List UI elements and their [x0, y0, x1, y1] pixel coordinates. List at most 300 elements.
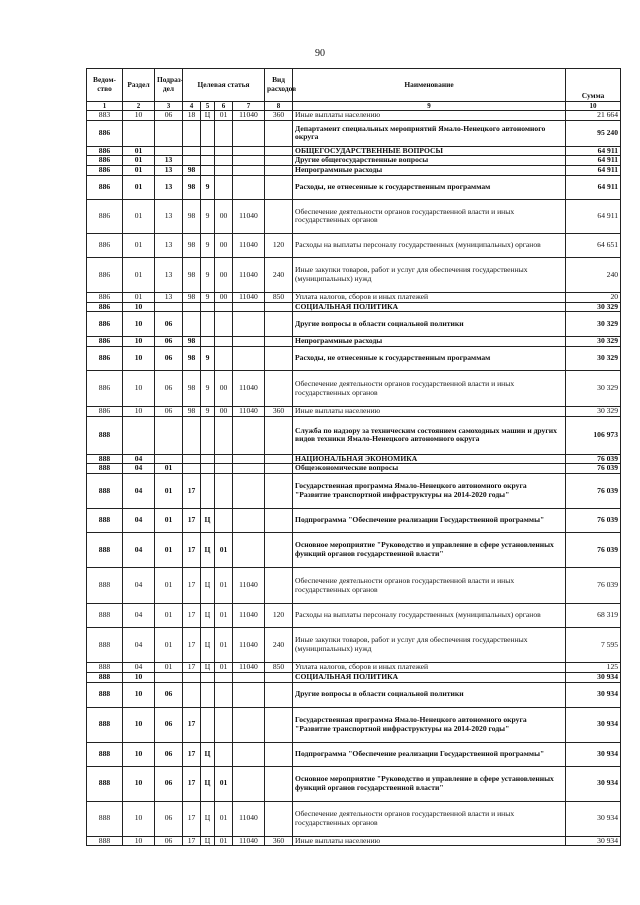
header-naimenovanie: Наименование [293, 69, 566, 102]
vedomstvo-cell: 888 [87, 454, 123, 464]
table-row [87, 302, 621, 312]
cs-activity-cell: 00 [215, 199, 233, 233]
vid-rashodov-cell [265, 672, 293, 682]
name-cell: Другие вопросы в области социальной политики [293, 312, 566, 337]
header-vid-rashodov: Вид расходов [265, 69, 293, 102]
cs-subprogram-cell: Ц [201, 509, 215, 533]
podrazdel-cell: 01 [155, 474, 183, 509]
name-cell: Иные закупки товаров, работ и услуг для обеспечения государственных (муниципальных) нужд [293, 257, 566, 292]
cs-subprogram-cell: 9 [201, 233, 215, 257]
table-row [87, 682, 621, 707]
cs-direction-cell: 11040 [233, 292, 265, 302]
name-cell: Основное мероприятие "Руководство и управление в сфере установленных функций органов государственной власти" [293, 766, 566, 801]
cs-program-cell: 17 [183, 509, 201, 533]
podrazdel-cell: 13 [155, 175, 183, 199]
column-number: 7 [233, 102, 265, 111]
sum-cell: 76 039 [566, 464, 621, 474]
table-row [87, 533, 621, 568]
cs-direction-cell: 11040 [233, 199, 265, 233]
table-row [87, 801, 621, 836]
table-row [87, 568, 621, 604]
cs-activity-cell [215, 312, 233, 337]
podrazdel-cell: 06 [155, 347, 183, 371]
razdel-cell: 01 [123, 257, 155, 292]
cs-subprogram-cell: 9 [201, 292, 215, 302]
razdel-cell: 04 [123, 509, 155, 533]
podrazdel-cell: 06 [155, 337, 183, 347]
name-cell: Основное мероприятие "Руководство и управление в сфере установленных функций органов государственной власти" [293, 533, 566, 568]
cs-direction-cell [233, 707, 265, 742]
cs-activity-cell: 01 [215, 801, 233, 836]
name-cell: Уплата налогов, сборов и иных платежей [293, 663, 566, 673]
razdel-cell: 10 [123, 111, 155, 121]
cs-activity-cell [215, 416, 233, 454]
sum-cell: 30 934 [566, 672, 621, 682]
budget-table [86, 68, 621, 846]
razdel-cell: 01 [123, 199, 155, 233]
vedomstvo-cell: 886 [87, 199, 123, 233]
sum-cell: 30 329 [566, 312, 621, 337]
vedomstvo-cell: 886 [87, 337, 123, 347]
vid-rashodov-cell [265, 454, 293, 464]
podrazdel-cell: 06 [155, 766, 183, 801]
header-celevaya-statya: Целевая статья [183, 69, 265, 102]
vid-rashodov-cell [265, 146, 293, 156]
sum-cell: 64 911 [566, 166, 621, 176]
cs-activity-cell [215, 302, 233, 312]
cs-activity-cell: 00 [215, 257, 233, 292]
podrazdel-cell: 13 [155, 292, 183, 302]
cs-program-cell: 17 [183, 801, 201, 836]
cs-subprogram-cell [201, 166, 215, 176]
cs-program-cell: 17 [183, 836, 201, 846]
vedomstvo-cell: 886 [87, 407, 123, 417]
vedomstvo-cell: 888 [87, 682, 123, 707]
cs-activity-cell [215, 464, 233, 474]
vid-rashodov-cell [265, 371, 293, 407]
cs-program-cell: 98 [183, 407, 201, 417]
cs-activity-cell: 00 [215, 371, 233, 407]
table-row [87, 604, 621, 628]
vedomstvo-cell: 886 [87, 347, 123, 371]
razdel-cell: 04 [123, 464, 155, 474]
cs-subprogram-cell [201, 474, 215, 509]
cs-direction-cell: 11040 [233, 836, 265, 846]
cs-direction-cell: 11040 [233, 407, 265, 417]
cs-subprogram-cell [201, 156, 215, 166]
vid-rashodov-cell [265, 801, 293, 836]
cs-direction-cell: 11040 [233, 604, 265, 628]
cs-direction-cell [233, 166, 265, 176]
cs-direction-cell [233, 682, 265, 707]
cs-direction-cell [233, 120, 265, 146]
cs-activity-cell: 01 [215, 836, 233, 846]
name-cell: Расходы на выплаты персоналу государственных (муниципальных) органов [293, 233, 566, 257]
sum-cell: 240 [566, 257, 621, 292]
page-number: 90 [315, 48, 325, 59]
sum-cell: 64 911 [566, 175, 621, 199]
razdel-cell: 01 [123, 233, 155, 257]
podrazdel-cell: 06 [155, 836, 183, 846]
table-row [87, 233, 621, 257]
column-number: 5 [201, 102, 215, 111]
podrazdel-cell: 13 [155, 257, 183, 292]
table-row [87, 663, 621, 673]
name-cell: ОБЩЕГОСУДАРСТВЕННЫЕ ВОПРОСЫ [293, 146, 566, 156]
name-cell: Иные выплаты населению [293, 836, 566, 846]
razdel-cell: 10 [123, 801, 155, 836]
razdel-cell: 04 [123, 568, 155, 604]
podrazdel-cell: 01 [155, 663, 183, 673]
table-row [87, 416, 621, 454]
cs-activity-cell: 01 [215, 111, 233, 121]
podrazdel-cell [155, 120, 183, 146]
cs-activity-cell [215, 474, 233, 509]
cs-subprogram-cell: Ц [201, 604, 215, 628]
table-row [87, 347, 621, 371]
vedomstvo-cell: 888 [87, 568, 123, 604]
cs-subprogram-cell [201, 464, 215, 474]
podrazdel-cell: 06 [155, 407, 183, 417]
vedomstvo-cell: 888 [87, 464, 123, 474]
cs-program-cell: 17 [183, 604, 201, 628]
razdel-cell: 10 [123, 337, 155, 347]
cs-activity-cell: 00 [215, 233, 233, 257]
cs-program-cell: 17 [183, 568, 201, 604]
table-row [87, 371, 621, 407]
sum-cell: 125 [566, 663, 621, 673]
sum-cell: 20 [566, 292, 621, 302]
cs-subprogram-cell [201, 146, 215, 156]
sum-cell: 30 934 [566, 707, 621, 742]
name-cell: Департамент специальных мероприятий Ямало-Ненецкого автономного округа [293, 120, 566, 146]
razdel-cell: 10 [123, 707, 155, 742]
cs-program-cell: 98 [183, 292, 201, 302]
name-cell: Государственная программа Ямало-Ненецкого автономного округа "Развитие транспортной инфраструктуры на 2014-2020 годы" [293, 707, 566, 742]
cs-subprogram-cell [201, 707, 215, 742]
cs-subprogram-cell: Ц [201, 533, 215, 568]
sum-cell: 30 329 [566, 302, 621, 312]
razdel-cell: 10 [123, 312, 155, 337]
cs-direction-cell [233, 454, 265, 464]
cs-subprogram-cell: 9 [201, 407, 215, 417]
cs-activity-cell [215, 146, 233, 156]
cs-subprogram-cell [201, 302, 215, 312]
cs-activity-cell [215, 742, 233, 766]
cs-activity-cell: 01 [215, 628, 233, 663]
cs-direction-cell [233, 742, 265, 766]
cs-subprogram-cell: Ц [201, 801, 215, 836]
vedomstvo-cell: 888 [87, 416, 123, 454]
cs-program-cell [183, 120, 201, 146]
vid-rashodov-cell [265, 312, 293, 337]
cs-subprogram-cell: Ц [201, 111, 215, 121]
name-cell: СОЦИАЛЬНАЯ ПОЛИТИКА [293, 672, 566, 682]
cs-direction-cell: 11040 [233, 801, 265, 836]
vid-rashodov-cell [265, 416, 293, 454]
table-row [87, 464, 621, 474]
cs-program-cell [183, 454, 201, 464]
sum-cell: 76 039 [566, 474, 621, 509]
cs-subprogram-cell: Ц [201, 663, 215, 673]
cs-program-cell: 98 [183, 257, 201, 292]
razdel-cell: 01 [123, 292, 155, 302]
razdel-cell [123, 120, 155, 146]
vid-rashodov-cell [265, 156, 293, 166]
cs-program-cell: 17 [183, 474, 201, 509]
cs-program-cell: 98 [183, 175, 201, 199]
cs-activity-cell [215, 509, 233, 533]
vedomstvo-cell: 886 [87, 302, 123, 312]
name-cell: Иные выплаты населению [293, 407, 566, 417]
table-row [87, 337, 621, 347]
cs-activity-cell [215, 707, 233, 742]
name-cell: Обеспечение деятельности органов государственной власти и иных государственных органов [293, 371, 566, 407]
sum-cell: 30 934 [566, 742, 621, 766]
cs-program-cell [183, 672, 201, 682]
podrazdel-cell: 01 [155, 604, 183, 628]
vid-rashodov-cell: 120 [265, 604, 293, 628]
table-row [87, 175, 621, 199]
cs-program-cell [183, 146, 201, 156]
cs-activity-cell: 01 [215, 766, 233, 801]
podrazdel-cell: 01 [155, 509, 183, 533]
column-number: 4 [183, 102, 201, 111]
razdel-cell: 10 [123, 347, 155, 371]
table-row [87, 474, 621, 509]
cs-subprogram-cell [201, 312, 215, 337]
cs-subprogram-cell [201, 454, 215, 464]
sum-cell: 68 319 [566, 604, 621, 628]
cs-program-cell [183, 682, 201, 707]
name-cell: СОЦИАЛЬНАЯ ПОЛИТИКА [293, 302, 566, 312]
cs-activity-cell: 00 [215, 407, 233, 417]
vid-rashodov-cell [265, 302, 293, 312]
podrazdel-cell: 13 [155, 156, 183, 166]
vedomstvo-cell: 888 [87, 628, 123, 663]
cs-program-cell: 17 [183, 628, 201, 663]
table-row [87, 312, 621, 337]
cs-direction-cell [233, 474, 265, 509]
vedomstvo-cell: 888 [87, 801, 123, 836]
vedomstvo-cell: 886 [87, 146, 123, 156]
table-row [87, 120, 621, 146]
vid-rashodov-cell [265, 337, 293, 347]
cs-program-cell [183, 464, 201, 474]
name-cell: Обеспечение деятельности органов государственной власти и иных государственных органов [293, 568, 566, 604]
vid-rashodov-cell [265, 347, 293, 371]
cs-direction-cell [233, 766, 265, 801]
sum-cell: 64 911 [566, 156, 621, 166]
cs-direction-cell [233, 672, 265, 682]
cs-subprogram-cell: 9 [201, 347, 215, 371]
cs-direction-cell [233, 533, 265, 568]
name-cell: Непрограммные расходы [293, 337, 566, 347]
vid-rashodov-cell [265, 533, 293, 568]
vedomstvo-cell: 888 [87, 663, 123, 673]
table-row [87, 836, 621, 846]
razdel-cell: 10 [123, 371, 155, 407]
table-row [87, 199, 621, 233]
vedomstvo-cell: 888 [87, 742, 123, 766]
cs-program-cell [183, 312, 201, 337]
vid-rashodov-cell [265, 742, 293, 766]
vid-rashodov-cell: 240 [265, 628, 293, 663]
vid-rashodov-cell [265, 199, 293, 233]
cs-direction-cell [233, 302, 265, 312]
cs-direction-cell [233, 175, 265, 199]
sum-cell: 30 329 [566, 347, 621, 371]
vedomstvo-cell: 886 [87, 371, 123, 407]
razdel-cell: 01 [123, 175, 155, 199]
razdel-cell: 04 [123, 454, 155, 464]
vid-rashodov-cell: 850 [265, 663, 293, 673]
name-cell: Иные закупки товаров, работ и услуг для обеспечения государственных (муниципальных) нужд [293, 628, 566, 663]
sum-cell: 76 039 [566, 568, 621, 604]
sum-cell: 30 934 [566, 682, 621, 707]
vedomstvo-cell: 888 [87, 836, 123, 846]
vedomstvo-cell: 883 [87, 111, 123, 121]
podrazdel-cell [155, 302, 183, 312]
sum-cell: 76 039 [566, 533, 621, 568]
cs-direction-cell: 11040 [233, 371, 265, 407]
razdel-cell: 04 [123, 604, 155, 628]
podrazdel-cell: 13 [155, 199, 183, 233]
razdel-cell: 04 [123, 628, 155, 663]
razdel-cell: 04 [123, 474, 155, 509]
cs-program-cell: 18 [183, 111, 201, 121]
cs-program-cell: 98 [183, 199, 201, 233]
cs-direction-cell: 11040 [233, 568, 265, 604]
vid-rashodov-cell [265, 568, 293, 604]
header-podrazdel: Подраз-дел [155, 69, 183, 102]
vid-rashodov-cell: 240 [265, 257, 293, 292]
cs-direction-cell [233, 337, 265, 347]
cs-subprogram-cell: Ц [201, 836, 215, 846]
cs-program-cell: 98 [183, 166, 201, 176]
cs-subprogram-cell: Ц [201, 766, 215, 801]
cs-direction-cell [233, 509, 265, 533]
podrazdel-cell: 06 [155, 312, 183, 337]
name-cell: Обеспечение деятельности органов государственной власти и иных государственных органов [293, 801, 566, 836]
razdel-cell: 10 [123, 682, 155, 707]
sum-cell: 30 329 [566, 371, 621, 407]
table-row [87, 766, 621, 801]
sum-cell: 30 934 [566, 836, 621, 846]
podrazdel-cell: 06 [155, 801, 183, 836]
razdel-cell: 04 [123, 533, 155, 568]
table-row [87, 742, 621, 766]
cs-subprogram-cell: Ц [201, 628, 215, 663]
cs-activity-cell [215, 175, 233, 199]
cs-activity-cell [215, 337, 233, 347]
podrazdel-cell [155, 416, 183, 454]
cs-activity-cell [215, 672, 233, 682]
cs-direction-cell: 11040 [233, 628, 265, 663]
sum-cell: 76 039 [566, 509, 621, 533]
column-number: 6 [215, 102, 233, 111]
table-row [87, 628, 621, 663]
table-row [87, 292, 621, 302]
razdel-cell: 01 [123, 146, 155, 156]
table-body [87, 111, 621, 846]
vedomstvo-cell: 886 [87, 233, 123, 257]
sum-cell: 30 329 [566, 337, 621, 347]
vid-rashodov-cell [265, 682, 293, 707]
cs-activity-cell: 01 [215, 568, 233, 604]
cs-subprogram-cell: 9 [201, 175, 215, 199]
cs-program-cell: 98 [183, 337, 201, 347]
cs-program-cell: 98 [183, 233, 201, 257]
table-row [87, 509, 621, 533]
vedomstvo-cell: 886 [87, 156, 123, 166]
podrazdel-cell: 06 [155, 742, 183, 766]
cs-activity-cell: 01 [215, 604, 233, 628]
sum-cell: 30 934 [566, 766, 621, 801]
vedomstvo-cell: 886 [87, 312, 123, 337]
cs-direction-cell [233, 347, 265, 371]
cs-program-cell: 17 [183, 742, 201, 766]
vedomstvo-cell: 888 [87, 474, 123, 509]
cs-direction-cell [233, 416, 265, 454]
header-vedomstvo: Ведом-ство [87, 69, 123, 102]
vid-rashodov-cell [265, 175, 293, 199]
vedomstvo-cell: 886 [87, 292, 123, 302]
podrazdel-cell: 01 [155, 568, 183, 604]
cs-activity-cell [215, 120, 233, 146]
cs-direction-cell: 11040 [233, 663, 265, 673]
cs-direction-cell [233, 146, 265, 156]
sum-cell: 76 039 [566, 454, 621, 464]
podrazdel-cell: 06 [155, 707, 183, 742]
podrazdel-cell: 01 [155, 464, 183, 474]
name-cell: Непрограммные расходы [293, 166, 566, 176]
razdel-cell: 01 [123, 156, 155, 166]
vedomstvo-cell: 886 [87, 166, 123, 176]
podrazdel-cell: 06 [155, 682, 183, 707]
vid-rashodov-cell [265, 464, 293, 474]
cs-subprogram-cell [201, 672, 215, 682]
column-number: 10 [566, 102, 621, 111]
vid-rashodov-cell [265, 509, 293, 533]
vedomstvo-cell: 888 [87, 766, 123, 801]
cs-direction-cell: 11040 [233, 257, 265, 292]
table-row [87, 166, 621, 176]
name-cell: Расходы, не отнесенные к государственным программам [293, 347, 566, 371]
vid-rashodov-cell: 850 [265, 292, 293, 302]
cs-program-cell: 17 [183, 707, 201, 742]
vid-rashodov-cell: 360 [265, 407, 293, 417]
podrazdel-cell [155, 672, 183, 682]
vid-rashodov-cell [265, 474, 293, 509]
table-row [87, 407, 621, 417]
name-cell: Общеэкономические вопросы [293, 464, 566, 474]
cs-activity-cell: 01 [215, 533, 233, 568]
name-cell: Служба по надзору за техническим состоянием самоходных машин и других видов техники Ямало-Ненецкого автономного округа [293, 416, 566, 454]
sum-cell: 64 651 [566, 233, 621, 257]
cs-direction-cell [233, 464, 265, 474]
header-summa: Сумма [566, 69, 621, 102]
razdel-cell: 01 [123, 166, 155, 176]
razdel-cell: 10 [123, 302, 155, 312]
vedomstvo-cell: 888 [87, 509, 123, 533]
cs-activity-cell [215, 682, 233, 707]
name-cell: НАЦИОНАЛЬНАЯ ЭКОНОМИКА [293, 454, 566, 464]
vid-rashodov-cell: 360 [265, 836, 293, 846]
name-cell: Иные выплаты населению [293, 111, 566, 121]
cs-subprogram-cell [201, 416, 215, 454]
name-cell: Другие общегосударственные вопросы [293, 156, 566, 166]
